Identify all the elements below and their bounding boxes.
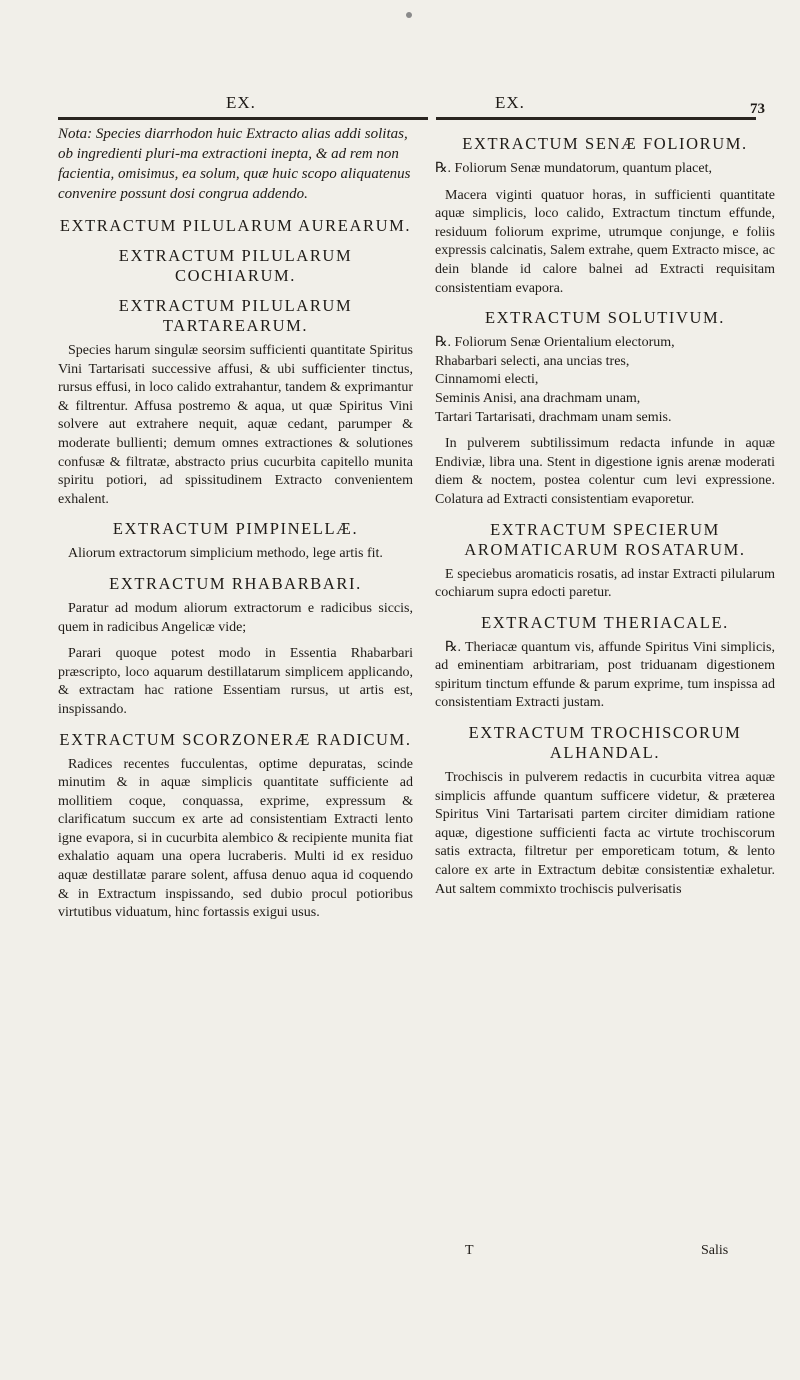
running-head-left: EX. bbox=[226, 93, 256, 112]
recipe-line: Cinnamomi electi, bbox=[435, 372, 539, 388]
recipe-line: ℞. Foliorum Senæ Orientalium electorum, bbox=[435, 335, 675, 351]
section-title: EXTRACTUM SOLUTIVUM. bbox=[484, 308, 726, 328]
ink-speck bbox=[406, 12, 412, 18]
header-rule-left bbox=[58, 117, 428, 120]
section-title: EXTRACTUM PILULARUM AUREARUM. bbox=[59, 216, 412, 235]
section-title: EXTRACTUM SENÆ FOLIORUM. bbox=[462, 134, 748, 153]
section-paragraph: ℞. Theriacæ quantum vis, affunde Spiritus Vini simplicis, ad eminentiam arbitrariam, post triduanam digestionem spiritum tinctum effunde & parum exprime, tum inspissa ad consistentiam Extracti justam. bbox=[435, 639, 775, 711]
recipe-line: Seminis Anisi, ana drachmam unam, bbox=[435, 390, 641, 406]
section-paragraph: Radices recentes fucculentas, optime depuratas, scinde minutim & in aquæ simplicis quantitate sufficiente ad mollitiem coque, conquassa, exprime, expressum & clarificatum succum ex arte ad consistentiam Extracti lento igne evapora, si in cucurbita alembico & recipiente munita fiat exhalatio aquam una opera lucraberis. Multi id ex residuo aquæ destillatæ parare solent, affusa denuo aqua id coquendo & in Extractum inspissando, sed dubio procul potioribus virtutibus viduatum, hinc fortassis exigui usus. bbox=[58, 756, 413, 921]
recipe-line: Tartari Tartarisati, drachmam unam semis. bbox=[435, 409, 672, 425]
left-column bbox=[58, 124, 413, 931]
recipe-list bbox=[435, 160, 775, 179]
page-number: 73 bbox=[750, 101, 765, 117]
section-paragraph: E speciebus aromaticis rosatis, ad instar Extracti pilularum cochiarum supra edocti paretur. bbox=[435, 566, 775, 601]
running-head-right: EX. bbox=[495, 93, 525, 112]
catchword: Salis bbox=[701, 1243, 729, 1258]
section-title: EXTRACTUM PIMPINELLÆ. bbox=[112, 519, 359, 539]
section-paragraph: Aliorum extractorum simplicium methodo, lege artis fit. bbox=[68, 546, 383, 562]
section-title: EXTRACTUM THERIACALE. bbox=[481, 612, 729, 632]
section-title: EXTRACTUM SPECIERUM AROMATICARUM ROSATARUM. bbox=[464, 519, 746, 559]
section-title: EXTRACTUM TROCHISCORUM ALHANDAL. bbox=[468, 723, 742, 763]
section-title: EXTRACTUM RHABARBARI. bbox=[109, 573, 362, 593]
recipe-line: Rhabarbari selecti, ana uncias tres, bbox=[435, 353, 630, 369]
recipe-line: ℞. Foliorum Senæ mundatorum, quantum placet, bbox=[435, 161, 712, 176]
section-paragraph: Paratur ad modum aliorum extractorum e radicibus siccis, quem in radicibus Angelicæ vide; bbox=[58, 600, 413, 635]
section-paragraph: Macera viginti quatuor horas, in sufficienti quantitate aquæ simplicis, loco calido, Extractum tinctum effunde, residuum foliorum exprime, utrumque conjunge, e foliis expressis calcinatis, Salem extrahe, quem Extracto misce, ac dein blande id calore balnei ad Extracti requisitam consistentiam evapora. bbox=[435, 187, 775, 296]
section-title: EXTRACTUM SCORZONERÆ RADICUM. bbox=[59, 729, 412, 749]
section-paragraph: In pulverem subtilissimum redacta infunde in aquæ Endiviæ, libra una. Stent in digestione ignis arenæ moderati diem & noctem, postea colentur cum levi expressione. Colatura ad Extracti consistentiam evaporetur. bbox=[435, 436, 775, 507]
section-paragraph: Parari quoque potest modo in Essentia Rhabarbari præscripto, loco aquarum destillatarum simplicem applicando, & extractam hac ratione Essentiam rursus, ut artis est, inspissando. bbox=[58, 646, 413, 717]
section-title: EXTRACTUM PILULARUM TARTAREARUM. bbox=[118, 296, 353, 335]
right-column bbox=[435, 124, 775, 907]
recipe-list bbox=[435, 334, 775, 427]
section-paragraph: Species harum singulæ seorsim sufficienti quantitate Spiritus Vini Tartarisati successive affusi, & ubi sufficienter tinctus, rursus effusi, in loco calido extrahantur, tandem & exprimantur & filtrentur. Affusa postremo & aqua, ut quæ Spiritus Vini solvere aut extrahere nequit, aquæ cedant, parumper & moderate bullienti; demum omnes extractiones & solutiones confusæ & filtratæ, abstracto prius cucurbita capitello munita spiritu potiori, ad spissitudinem Extracto convenientem exhalent. bbox=[58, 343, 413, 507]
signature-mark: T bbox=[465, 1243, 474, 1258]
note-paragraph: Nota: Species diarrhodon huic Extracto alias addi solitas, ob ingredienti pluri-ma extractioni inepta, & ad rem non facientia, omisimus, ea solum, quæ huic scopo aliquatenus convenire possunt dosi congrua addendo. bbox=[58, 126, 411, 202]
section-title: EXTRACTUM PILULARUM COCHIARUM. bbox=[118, 246, 353, 285]
section-paragraph: Trochiscis in pulverem redactis in cucurbita vitrea aquæ simplicis affunde quantum sufficere videtur, & præterea Spiritus Vini Tartarisati partem circiter dimidiam ratione aquæ, digestione sufficienti facta ac virtute trochiscorum satis extracta, filtretur per emporeticam totum, & lento calore ex arte in Extractum debitæ consistentiæ exhaletur. Aut saltem commixto trochiscis pulverisatis bbox=[435, 770, 775, 897]
header-rule-right bbox=[436, 117, 756, 120]
